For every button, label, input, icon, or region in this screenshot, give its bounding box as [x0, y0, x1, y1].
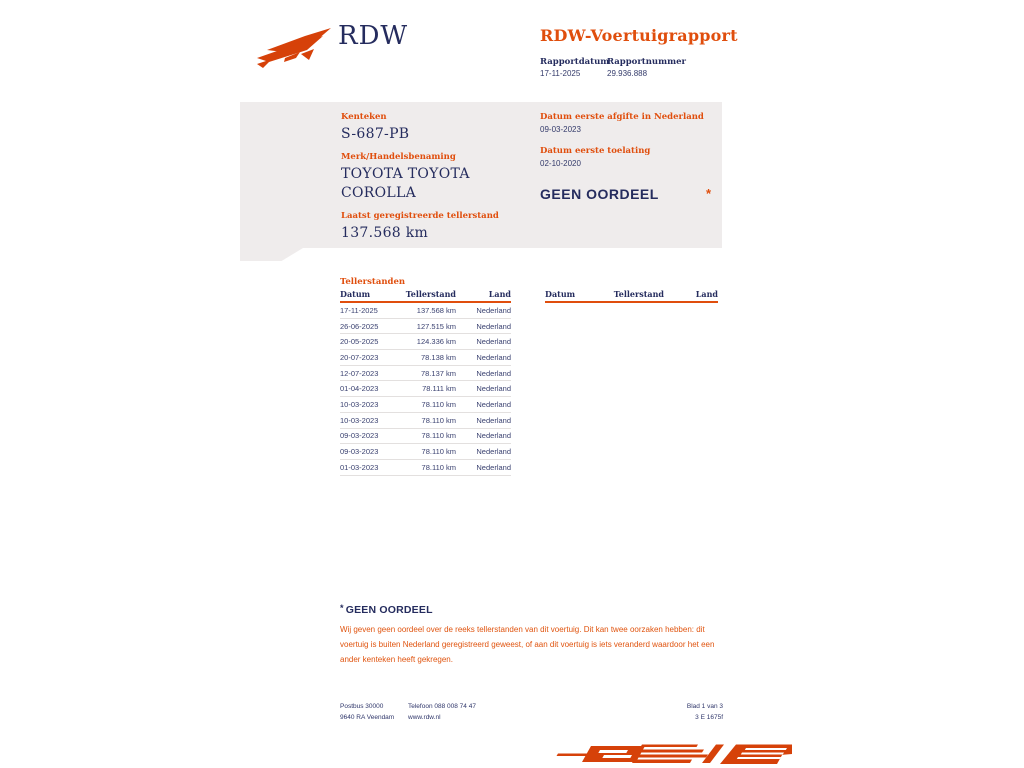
table-row	[340, 460, 511, 476]
footer-address-line1: Postbus 30000	[340, 703, 384, 710]
column-header-datum: Datum	[340, 289, 371, 299]
table-cell: 26-06-2025	[340, 321, 379, 331]
kenteken-label: Kenteken	[341, 112, 387, 122]
table-row	[340, 319, 511, 335]
table-cell: 78.110 km	[421, 399, 456, 409]
column-header-datum: Datum	[545, 289, 576, 299]
table-header-row	[545, 289, 718, 303]
report-date-value: 17-11-2025	[540, 69, 581, 78]
vehicle-summary-box	[240, 102, 722, 248]
toelating-value: 02-10-2020	[540, 159, 581, 168]
summary-left-column	[341, 112, 511, 251]
report-meta	[540, 56, 686, 80]
table-cell: 10-03-2023	[340, 415, 379, 425]
table-row	[340, 381, 511, 397]
tellerstand-value: 137.568 km	[341, 225, 429, 241]
table-row	[340, 413, 511, 429]
report-date-label: Rapportdatum	[540, 57, 610, 67]
page-title: RDW-Voertuigrapport	[540, 26, 738, 45]
table-cell: 01-03-2023	[340, 462, 379, 472]
table-body	[340, 303, 511, 476]
table-cell: Nederland	[476, 368, 511, 378]
table-cell: Nederland	[476, 399, 511, 409]
footnote-title	[340, 603, 730, 616]
afgifte-label: Datum eerste afgifte in Nederland	[540, 112, 704, 122]
table-cell: 09-03-2023	[340, 431, 379, 441]
table-cell: Nederland	[476, 352, 511, 362]
table-cell: 09-03-2023	[340, 447, 379, 457]
table-row	[340, 303, 511, 319]
column-header-tellerstand: Tellerstand	[405, 289, 456, 299]
table-cell: 12-07-2023	[340, 368, 379, 378]
toelating-label: Datum eerste toelating	[540, 146, 651, 156]
merk-value: TOYOTA TOYOTA COROLLA	[341, 166, 470, 201]
column-header-land: Land	[488, 289, 511, 299]
footnote-body: Wij geven geen oordeel over de reeks tellerstanden van dit voertuig. Dit kan twee oorzaken hebben: dit voertuig is buiten Nederland geregistreerd geweest, of aan dit voertuig is iets veranderd waardoor het een ander kenteken heeft gekregen.	[340, 625, 715, 664]
rdw-wing-icon	[257, 28, 333, 68]
table-row	[340, 429, 511, 445]
table-cell: 78.110 km	[421, 462, 456, 472]
table-cell: 17-11-2025	[340, 305, 378, 315]
footer-website: www.rdw.nl	[408, 714, 441, 721]
table-row	[340, 366, 511, 382]
kenteken-value: S-687-PB	[341, 126, 410, 142]
table-row	[340, 334, 511, 350]
column-header-tellerstand: Tellerstand	[613, 289, 664, 299]
table-cell: 78.110 km	[421, 447, 456, 457]
table-row	[340, 397, 511, 413]
footer-contact	[408, 701, 687, 723]
table-cell: 78.111 km	[422, 384, 456, 394]
table-cell: 78.110 km	[421, 431, 456, 441]
footer-address-line2: 9640 RA Veendam	[340, 714, 395, 721]
table-cell: Nederland	[476, 337, 511, 347]
table-cell: 78.138 km	[420, 352, 456, 362]
table-cell: 20-07-2023	[340, 352, 379, 362]
table-cell: 78.137 km	[420, 368, 456, 378]
footer-phone: Telefoon 088 008 74 47	[408, 703, 476, 710]
table-cell: 124.336 km	[416, 337, 456, 347]
table-cell: Nederland	[476, 305, 511, 315]
table-cell: Nederland	[476, 415, 511, 425]
rdw-flag-stripes-icon	[548, 742, 792, 768]
table-header-row	[340, 289, 511, 303]
merk-label: Merk/Handelsbenaming	[341, 152, 456, 162]
table-cell: 137.568 km	[416, 305, 456, 315]
summary-box-tail	[240, 248, 303, 261]
footnote-title-text: GEEN OORDEEL	[345, 604, 433, 616]
meter-readings-table-continued	[545, 289, 718, 303]
table-cell: 10-03-2023	[340, 399, 379, 409]
footnote-asterisk: *	[340, 603, 344, 613]
table-row	[340, 444, 511, 460]
footer-form-code: 3 E 1675f	[695, 714, 723, 721]
report-number-value: 29.936.888	[607, 69, 648, 78]
rdw-logo-text: RDW	[338, 21, 409, 51]
oordeel-status: GEEN OORDEEL	[540, 186, 659, 202]
footnote	[340, 603, 730, 667]
footer-address	[340, 701, 408, 723]
summary-right-column	[540, 112, 712, 202]
tellerstand-label: Laatst geregistreerde tellerstand	[341, 211, 499, 221]
oordeel-asterisk: *	[705, 186, 711, 201]
table-cell: 127.515 km	[416, 321, 456, 331]
table-cell: Nederland	[476, 321, 511, 331]
table-cell: Nederland	[476, 447, 511, 457]
table-cell: 78.110 km	[421, 415, 456, 425]
table-cell: Nederland	[476, 431, 511, 441]
meter-readings-table	[340, 289, 511, 476]
column-header-land: Land	[695, 289, 718, 299]
afgifte-value: 09-03-2023	[540, 125, 581, 134]
page-footer	[340, 701, 723, 723]
table-row	[340, 350, 511, 366]
table-cell: Nederland	[476, 462, 511, 472]
footer-page-info	[687, 701, 723, 723]
tellerstanden-section-title: Tellerstanden	[340, 277, 406, 287]
table-cell: Nederland	[476, 384, 511, 394]
report-number-label: Rapportnummer	[607, 57, 686, 67]
table-cell: 01-04-2023	[340, 384, 379, 394]
table-cell: 20-05-2025	[340, 337, 379, 347]
footer-page-indicator: Blad 1 van 3	[686, 703, 723, 710]
